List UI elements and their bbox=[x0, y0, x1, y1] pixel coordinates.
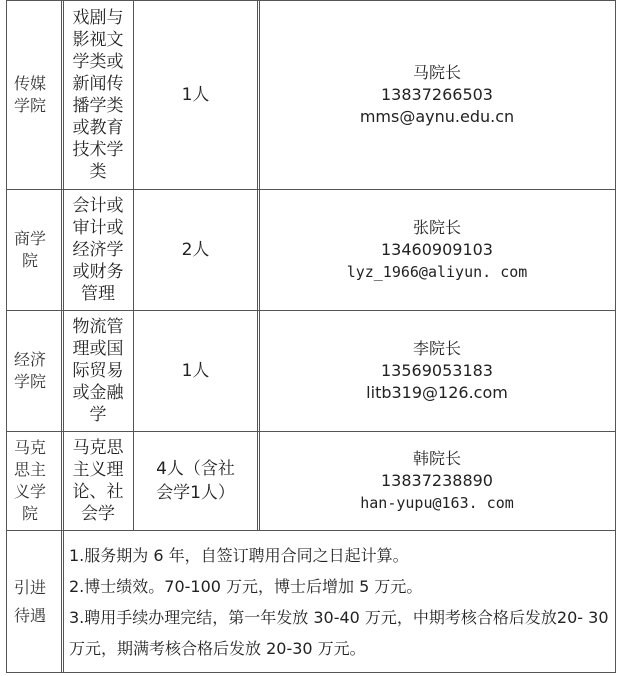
contact-cell bbox=[258, 1, 616, 189]
contact-phone: 13837266503 bbox=[381, 85, 493, 104]
contact-name: 李院长 bbox=[412, 339, 461, 358]
contact-phone: 13837238890 bbox=[381, 471, 493, 490]
contact-name: 张院长 bbox=[412, 218, 461, 237]
college-cell bbox=[6, 311, 54, 431]
major-cell bbox=[62, 432, 134, 530]
major-text: 会计或审计或经济学或财务管理 bbox=[72, 196, 124, 304]
college-name: 传媒学院 bbox=[13, 74, 46, 115]
contact-email: mms@aynu.edu.cn bbox=[359, 107, 515, 126]
table-border-bottom bbox=[6, 672, 616, 673]
count-cell bbox=[134, 1, 257, 189]
major-cell bbox=[62, 1, 134, 189]
major-text: 戏剧与影视文学类或新闻传播学类或教育技术学类 bbox=[72, 8, 124, 182]
headcount: 4人（含社会学1人） bbox=[156, 459, 235, 503]
contact-cell bbox=[258, 311, 616, 431]
contact-name: 马院长 bbox=[412, 63, 461, 82]
count-cell bbox=[134, 311, 257, 431]
benefit-item: 2.博士绩效。70-100 万元，博士后增加 5 万元。 bbox=[69, 576, 423, 596]
benefit-item: 1.服务期为 6 年，自签订聘用合同之日起计算。 bbox=[69, 545, 409, 565]
contact-cell bbox=[258, 432, 616, 530]
college-cell bbox=[6, 190, 54, 310]
college-cell bbox=[6, 1, 54, 189]
major-cell bbox=[62, 311, 134, 431]
college-cell bbox=[6, 432, 54, 530]
headcount: 1人 bbox=[181, 85, 210, 105]
contact-email: litb319@126.com bbox=[366, 383, 508, 402]
college-name: 经济学院 bbox=[13, 350, 46, 391]
college-name: 商学院 bbox=[13, 229, 46, 270]
contact-name: 韩院长 bbox=[412, 449, 461, 468]
contact-cell bbox=[258, 190, 616, 310]
contact-phone: 13460909103 bbox=[381, 240, 493, 259]
benefit-item: 3.聘用手续办理完结，第一年发放 30-40 万元，中期考核合格后发放20- 30 万元，期满考核合格后发放 20-30 万元。 bbox=[69, 607, 609, 658]
benefits-label: 引进待遇 bbox=[13, 577, 46, 625]
headcount: 1人 bbox=[181, 361, 210, 381]
contact-email: han-yupu@163. com bbox=[360, 494, 514, 512]
count-cell bbox=[134, 190, 257, 310]
major-text: 物流管理或国际贸易或金融学 bbox=[72, 317, 124, 425]
benefits-label-cell bbox=[6, 531, 54, 672]
major-cell bbox=[62, 190, 134, 310]
benefits-cell bbox=[63, 531, 616, 672]
college-name: 马克思主义学院 bbox=[13, 438, 46, 523]
contact-phone: 13569053183 bbox=[381, 361, 493, 380]
count-cell bbox=[134, 432, 257, 530]
major-text: 马克思主义理论、社会学 bbox=[72, 438, 124, 524]
headcount: 2人 bbox=[181, 240, 210, 260]
contact-email: lyz_1966@aliyun. com bbox=[346, 263, 528, 281]
recruitment-table bbox=[6, 0, 616, 673]
